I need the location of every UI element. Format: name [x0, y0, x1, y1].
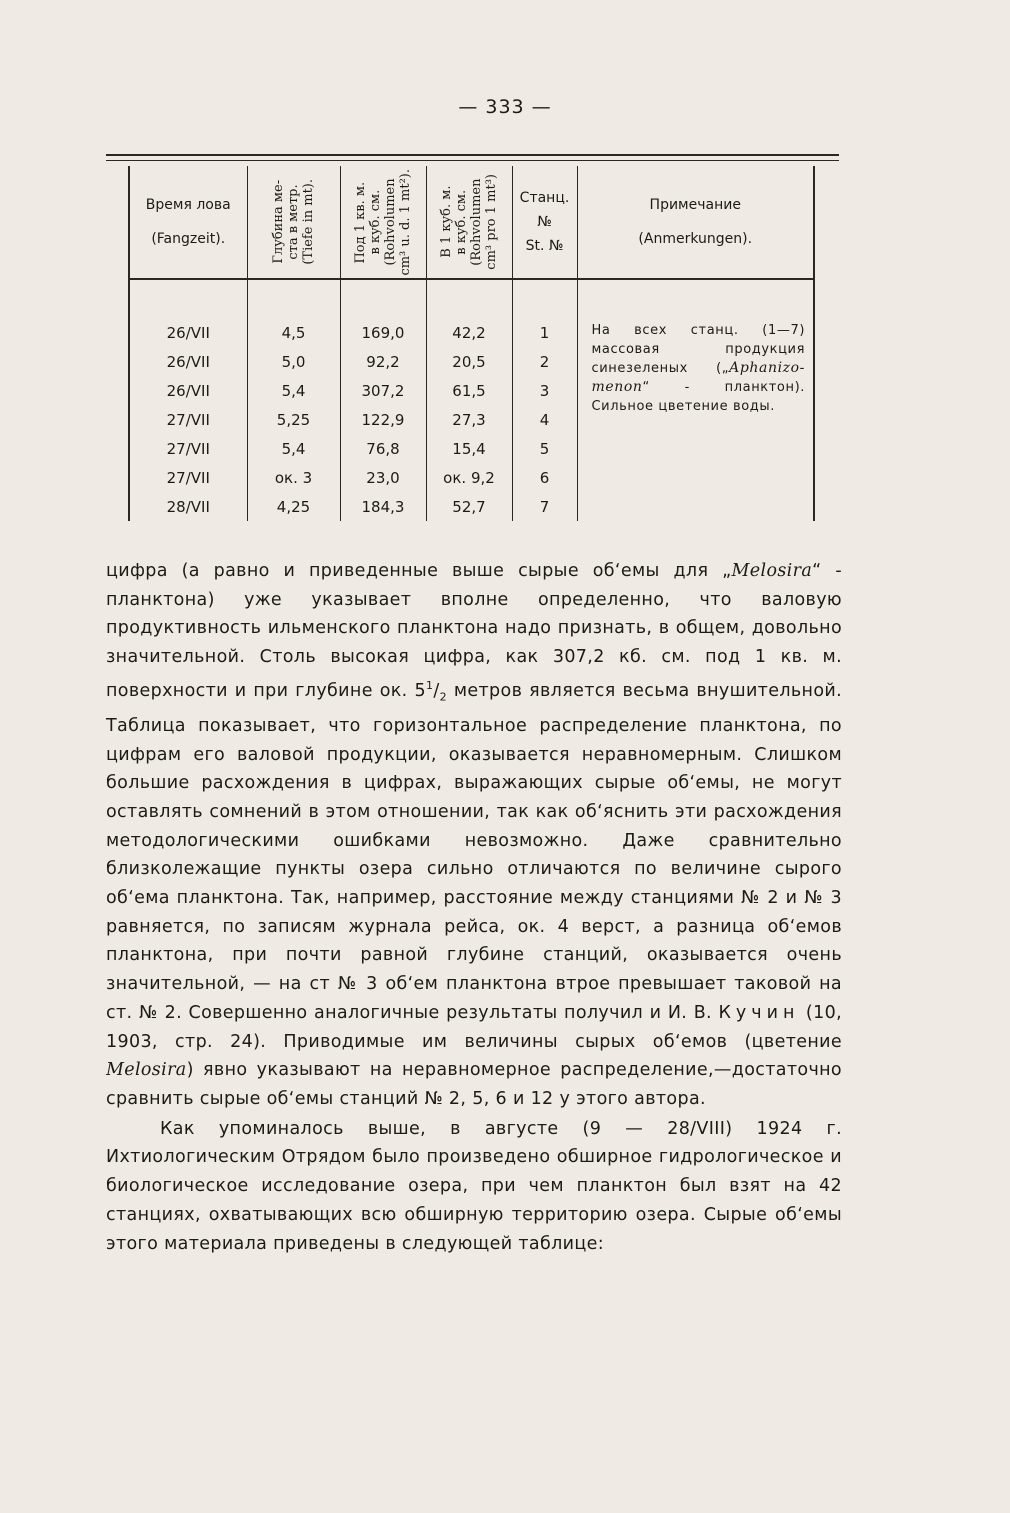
table-spacer-row — [129, 279, 814, 318]
cell-cube: 61,5 — [426, 376, 512, 405]
table-note — [578, 318, 814, 416]
cell-cube: 27,3 — [426, 405, 512, 434]
note-text-1: На всех станц. (1—7) массовая продукция синезеленых („ — [591, 323, 805, 376]
header-time-de: (Fangzeit). — [151, 231, 226, 247]
body-text — [106, 557, 842, 1258]
cell-area: 307,2 — [340, 376, 426, 405]
header-notes-de: (Anmerkungen). — [638, 231, 753, 247]
paragraph-1 — [106, 557, 842, 1114]
spacer-cell — [426, 279, 512, 318]
header-station — [512, 166, 577, 279]
cell-time: 26/VII — [129, 318, 247, 347]
cell-station: 5 — [512, 434, 577, 463]
cell-cube: 52,7 — [426, 492, 512, 521]
cell-cube: 42,2 — [426, 318, 512, 347]
spacer-cell — [512, 279, 577, 318]
cell-station: 6 — [512, 463, 577, 492]
header-time-ru: Время лова — [145, 197, 231, 213]
header-time — [129, 166, 247, 279]
header-station-de: St. № — [525, 238, 564, 254]
p1-part-d: (10, 1903, стр. 24). Приводимые им величины сырых об‘емов (цветение — [106, 1002, 842, 1052]
top-rule — [106, 154, 839, 156]
cell-area: 184,3 — [340, 492, 426, 521]
cell-station: 1 — [512, 318, 577, 347]
table-row — [129, 318, 814, 347]
p1-part-c: метров является весьма внушительной. Таблица показывает, что горизонтальное распределение планктона, по цифрам его валовой продукции, оказывается неравномерным. Слишком большие расхождения в цифрах, выражающих сырые об‘емы, не могут оставлять сомнений в этом отношении, так как об‘яснить эти расхождения методологическими ошибками невозможно. Даже сравнительно близколежащие пункты озера сильно отличаются по величине сырого об‘ема планктона. Так, например, расстояние между станциями № 2 и № 3 равняется, по записям журнала рейса, ок. 4 верст, а разница об‘емов планктона, при почти равной глубине станций, оказывается очень значительной, — на ст № 3 об‘ем планктона втрое превышает таковой на ст. № 2. Совершенно аналогичные результаты получил и И. В. — [106, 680, 843, 1023]
cell-area: 122,9 — [340, 405, 426, 434]
cell-cube: 20,5 — [426, 347, 512, 376]
p1-fraction-numerator: 1 — [425, 678, 434, 692]
cell-time: 26/VII — [129, 376, 247, 405]
paragraph-2: Как упоминалось выше, в августе (9 — 28/VIII) 1924 г. Ихтиологическим Отрядом было произведено обширное гидрологическое и биологическое исследование озера, при чем планктон был взят на 42 станциях, охватывающих всю обширную территорию озера. Сырые об‘емы этого материала приведены в следующей таблице: — [106, 1118, 842, 1254]
header-depth — [247, 166, 340, 279]
cell-cube: ок. 9,2 — [426, 463, 512, 492]
header-station-no: № — [537, 214, 552, 230]
p1-fraction-slash: / — [433, 680, 440, 701]
spacer-cell — [129, 279, 247, 318]
table-header-row — [129, 166, 814, 279]
cell-depth: 5,0 — [247, 347, 340, 376]
header-area-volume — [340, 166, 426, 279]
cell-cube: 15,4 — [426, 434, 512, 463]
p1-melosira: Melosira — [731, 561, 813, 581]
note-text-2: “ - планктон). Сильное цветение воды. — [591, 380, 805, 414]
cell-depth: 4,25 — [247, 492, 340, 521]
cell-station: 4 — [512, 405, 577, 434]
spacer-cell — [247, 279, 340, 318]
cell-depth: 5,4 — [247, 434, 340, 463]
header-depth-text: Глубина ме- ста в метр. (Tiefe in mt). — [271, 179, 316, 265]
cell-station: 2 — [512, 347, 577, 376]
p1-part-e: ) явно указывают на неравномерное распределение,—достаточно сравнить сырые об‘емы станций № 2, 5, 6 и 12 у этого автора. — [106, 1060, 842, 1109]
note-text-italic: Aphanizo-menon — [591, 360, 805, 395]
cell-depth: 4,5 — [247, 318, 340, 347]
p1-melosira-2: Melosira — [106, 1060, 187, 1081]
header-area-volume-text: Под 1 кв. м. в куб. см. (Rohvolumen cm³ u. d. 1 mt²). — [353, 168, 413, 276]
spacer-cell — [340, 279, 426, 318]
p1-part-b: “ - планктона) уже указывает вполне определенно, что валовую продуктивность ильменского планктона надо признать, в общем, довольно значительной. Столь высокая цифра, как 307,2 кб. см. под 1 кв. м. поверхности и при глубине ок. 5 — [106, 561, 842, 701]
cell-time: 27/VII — [129, 463, 247, 492]
cell-depth: ок. 3 — [247, 463, 340, 492]
top-rule-thin — [106, 160, 839, 161]
cell-area: 92,2 — [340, 347, 426, 376]
header-notes — [577, 166, 814, 279]
header-cube-volume — [426, 166, 512, 279]
header-station-ru: Станц. — [519, 190, 570, 206]
cell-depth: 5,4 — [247, 376, 340, 405]
p1-part-a: цифра (а равно и приведенные выше сырые об‘емы для „ — [106, 561, 732, 581]
p1-fraction-denominator: 2 — [439, 690, 447, 704]
cell-area: 169,0 — [340, 318, 426, 347]
page-number: — 333 — — [458, 96, 552, 118]
cell-station: 3 — [512, 376, 577, 405]
cell-area: 23,0 — [340, 463, 426, 492]
cell-area: 76,8 — [340, 434, 426, 463]
spacer-cell — [577, 279, 814, 318]
cell-time: 27/VII — [129, 405, 247, 434]
cell-note — [577, 318, 814, 521]
cell-station: 7 — [512, 492, 577, 521]
plankton-table — [128, 166, 815, 521]
cell-time: 26/VII — [129, 347, 247, 376]
p1-author: Кучин — [718, 1002, 800, 1023]
header-notes-ru: Примечание — [649, 197, 741, 213]
header-cube-volume-text: В 1 куб. м. в куб. см. (Rohvolumen cm³ pro 1 mt³) — [439, 174, 499, 270]
cell-time: 27/VII — [129, 434, 247, 463]
cell-depth: 5,25 — [247, 405, 340, 434]
cell-time: 28/VII — [129, 492, 247, 521]
